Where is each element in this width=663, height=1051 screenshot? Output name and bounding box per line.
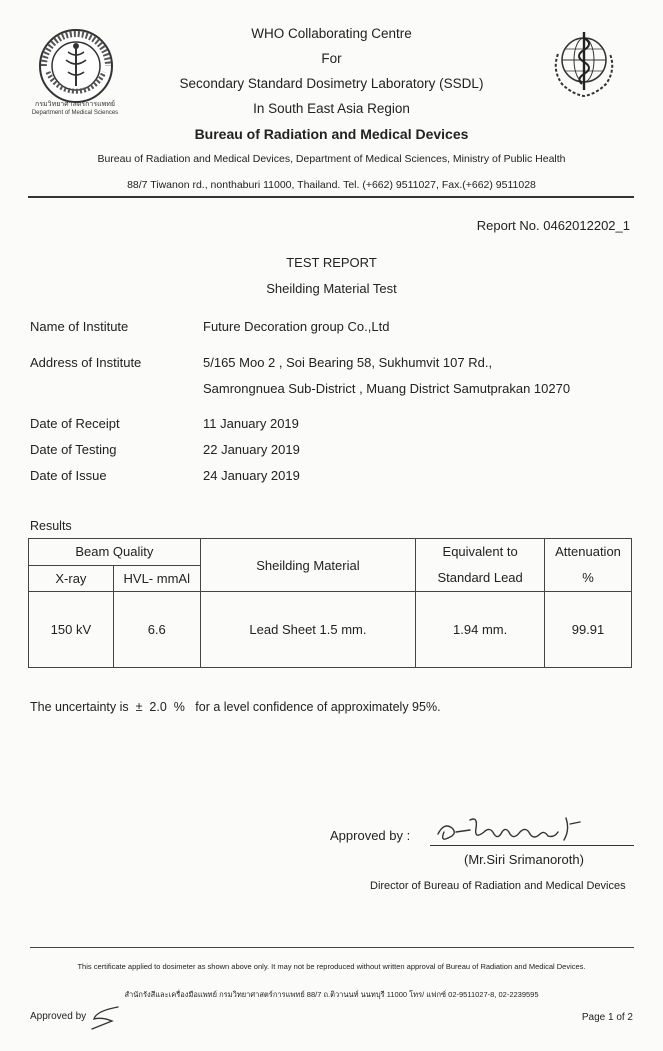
footer-initial-signature bbox=[88, 1003, 128, 1031]
signature-line bbox=[430, 845, 634, 846]
cell-xray: 150 kV bbox=[29, 592, 114, 668]
results-label: Results bbox=[30, 519, 72, 533]
header-xray: X-ray bbox=[29, 565, 114, 592]
header-department: Bureau of Radiation and Medical Devices, Department of Medical Sciences, Ministry of Public Health bbox=[97, 153, 566, 165]
header-region: In South East Asia Region bbox=[253, 101, 410, 116]
footer-disclaimer: This certificate applied to dosimeter as shown above only. It may not be reproduced without written approval of Bureau of Radiation and Medical Devices. bbox=[77, 962, 586, 971]
issue-label: Date of Issue bbox=[30, 468, 107, 483]
address-line2: Samrongnuea Sub-District , Muang District Samutprakan 10270 bbox=[203, 381, 571, 396]
header-equivalent-line1: Equivalent to bbox=[442, 544, 518, 559]
address-label: Address of Institute bbox=[30, 355, 142, 370]
header-attenuation-line1: Attenuation bbox=[555, 544, 621, 559]
header-hvl: HVL- mmAl bbox=[113, 565, 200, 592]
header-for: For bbox=[321, 51, 342, 66]
header-bureau: Bureau of Radiation and Medical Devices bbox=[194, 126, 469, 142]
cell-equivalent: 1.94 mm. bbox=[416, 592, 545, 668]
address-line1: 5/165 Moo 2 , Soi Bearing 58, Sukhumvit 107 Rd., bbox=[203, 355, 493, 370]
footer-approved-by: Approved by bbox=[30, 1011, 87, 1022]
logo-caption-en: Department of Medical Sciences bbox=[31, 110, 119, 116]
header-who-centre: WHO Collaborating Centre bbox=[251, 26, 412, 41]
results-table bbox=[28, 538, 632, 668]
director-signature bbox=[430, 812, 600, 846]
header-material: Sheilding Material bbox=[200, 539, 416, 592]
table-row bbox=[29, 592, 632, 668]
header-equivalent bbox=[416, 539, 545, 592]
header-divider bbox=[28, 196, 634, 198]
cell-attenuation: 99.91 bbox=[545, 592, 632, 668]
page-number: Page 1 of 2 bbox=[581, 1012, 633, 1023]
receipt-label: Date of Receipt bbox=[30, 416, 120, 431]
testing-label: Date of Testing bbox=[30, 442, 117, 457]
cell-hvl: 6.6 bbox=[113, 592, 200, 668]
director-position: Director of Bureau of Radiation and Medical Devices bbox=[370, 880, 626, 892]
header-attenuation-line2: % bbox=[582, 570, 594, 585]
footer-divider bbox=[30, 947, 634, 948]
header-address: 88/7 Tiwanon rd., nonthaburi 11000, Thailand. Tel. (+662) 9511027, Fax.(+662) 9511028 bbox=[127, 179, 536, 191]
testing-value: 22 January 2019 bbox=[203, 442, 300, 457]
receipt-value: 11 January 2019 bbox=[203, 416, 299, 431]
header-ssdl: Secondary Standard Dosimetry Laboratory (SSDL) bbox=[179, 76, 484, 91]
cell-material: Lead Sheet 1.5 mm. bbox=[200, 592, 416, 668]
report-title: TEST REPORT bbox=[286, 255, 377, 270]
uncertainty-statement: The uncertainty is ± 2.0 % for a level confidence of approximately 95%. bbox=[30, 700, 441, 714]
logo-caption-thai: กรมวิทยาศาสตร์การแพทย์ bbox=[35, 101, 115, 108]
header-beam-quality: Beam Quality bbox=[29, 539, 201, 566]
report-number: Report No. 0462012202_1 bbox=[476, 218, 630, 233]
institute-value: Future Decoration group Co.,Ltd bbox=[203, 319, 390, 334]
header-equivalent-line2: Standard Lead bbox=[437, 570, 523, 585]
director-name: (Mr.Siri Srimanoroth) bbox=[464, 852, 584, 867]
institute-label: Name of Institute bbox=[30, 319, 129, 334]
report-subtitle: Sheilding Material Test bbox=[266, 281, 397, 296]
footer-thai-address: สำนักรังสีและเครื่องมือแพทย์ กรมวิทยาศาสตร์การแพทย์ 88/7 ถ.ติวานนท์ นนทบุรี 11000 โทร/ แฟกซ์ 02-9511027-8, 02-2239595 bbox=[124, 990, 539, 999]
issue-value: 24 January 2019 bbox=[203, 468, 300, 483]
approved-by-label: Approved by : bbox=[330, 828, 411, 843]
header-attenuation bbox=[545, 539, 632, 592]
